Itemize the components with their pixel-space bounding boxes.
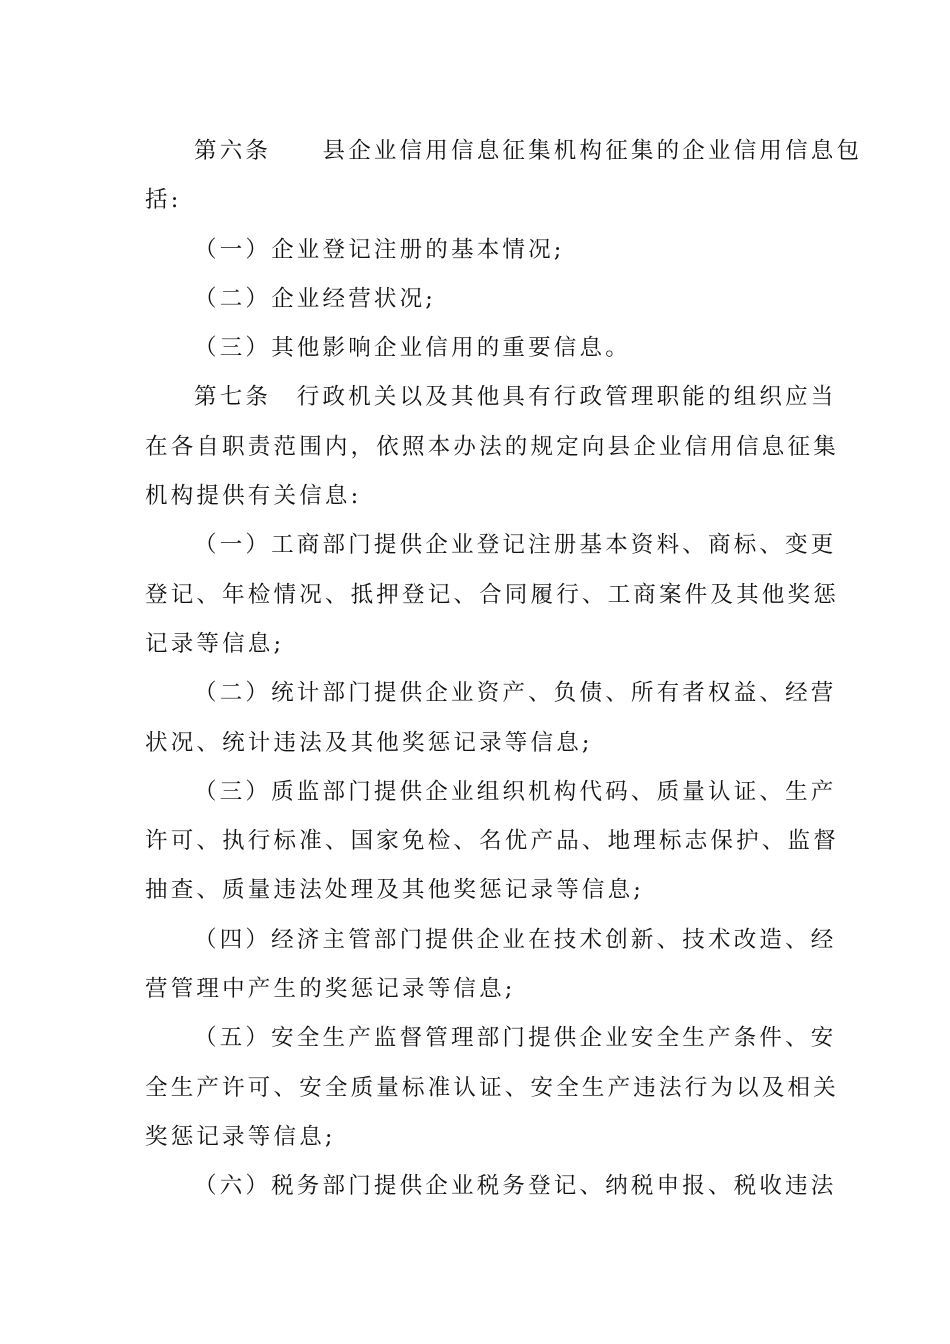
article-7-heading-line: 第七条 行政机关以及其他具有行政管理职能的组织应当 xyxy=(194,384,837,411)
article-6-item-2: （二）企业经营状况; xyxy=(194,285,437,312)
article-7-item-1-line: 记录等信息; xyxy=(145,630,285,657)
article-7-item-5-line: 全生产许可、安全质量标准认证、安全生产违法行为以及相关 xyxy=(145,1074,839,1101)
article-7-item-3-line: （三）质监部门提供企业组织机构代码、质量认证、生产 xyxy=(194,778,837,805)
article-7-text-line: 机构提供有关信息: xyxy=(145,483,362,510)
article-7-item-5-line: （五）安全生产监督管理部门提供企业安全生产条件、安 xyxy=(194,1025,837,1052)
document-body xyxy=(145,127,863,1212)
article-6-item-1: （一）企业登记注册的基本情况; xyxy=(194,236,565,263)
article-7-text-line: 在各自职责范围内，依照本办法的规定向县企业信用信息征集 xyxy=(145,433,839,460)
article-7-item-1-line: （一）工商部门提供企业登记注册基本资料、商标、变更 xyxy=(194,532,837,559)
article-7-item-6-line: （六）税务部门提供企业税务登记、纳税申报、税收违法 xyxy=(194,1173,837,1200)
article-7-item-3-line: 抽查、质量违法处理及其他奖惩记录等信息; xyxy=(145,877,645,904)
article-7-item-1-line: 登记、年检情况、抵押登记、合同履行、工商案件及其他奖惩 xyxy=(145,581,839,608)
article-6-continuation-line: 括: xyxy=(145,187,182,214)
article-7-item-5-line: 奖惩记录等信息; xyxy=(145,1123,336,1150)
article-7-item-4-line: （四）经济主管部门提供企业在技术创新、技术改造、经 xyxy=(194,926,837,953)
article-7-item-3-line: 许可、执行标准、国家免检、名优产品、地理标志保护、监督 xyxy=(145,828,839,855)
article-7-item-2-line: 状况、统计违法及其他奖惩记录等信息; xyxy=(145,729,593,756)
article-6-item-3: （三）其他影响企业信用的重要信息。 xyxy=(194,335,631,362)
article-7-item-4-line: 营管理中产生的奖惩记录等信息; xyxy=(145,976,516,1003)
article-7-item-2-line: （二）统计部门提供企业资产、负债、所有者权益、经营 xyxy=(194,680,837,707)
article-6-heading-line: 第六条 县企业信用信息征集机构征集的企业信用信息包 xyxy=(194,138,863,164)
